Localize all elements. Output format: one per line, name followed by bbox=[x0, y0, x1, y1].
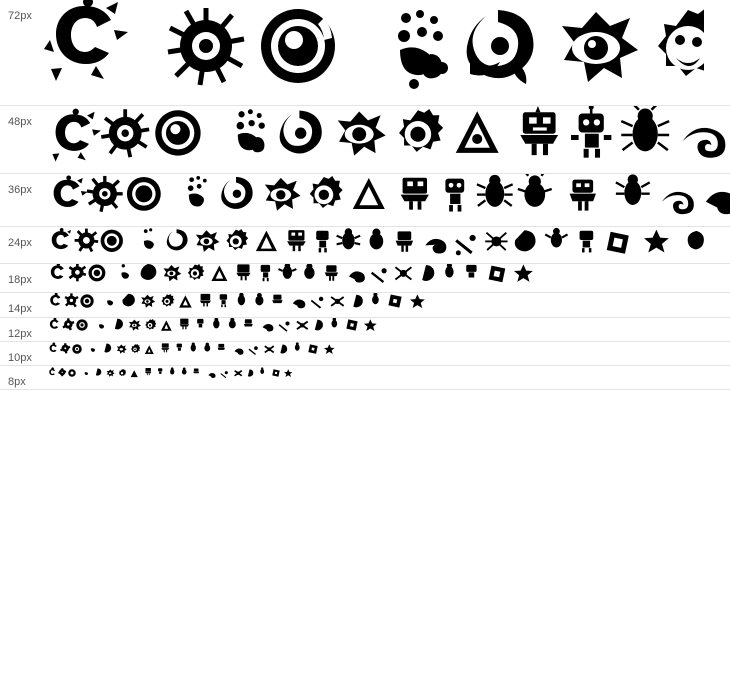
glyph-row-svg-18 bbox=[44, 264, 730, 287]
glyph-row-svg-14 bbox=[44, 293, 730, 313]
glyph-row-svg-10 bbox=[44, 342, 730, 359]
glyph-line-8 bbox=[44, 366, 730, 390]
glyph-row-svg-24 bbox=[44, 227, 730, 259]
glyph-row-svg-8 bbox=[44, 366, 730, 382]
specimen-row-48 bbox=[0, 106, 730, 174]
specimen-row-36 bbox=[0, 174, 730, 227]
glyph-row-svg-72 bbox=[44, 0, 704, 92]
glyph-line-72 bbox=[44, 0, 730, 106]
size-label-18: 18px bbox=[8, 274, 32, 286]
glyph-row-svg-48 bbox=[44, 106, 730, 164]
specimen-row-10 bbox=[0, 342, 730, 366]
specimen-row-14 bbox=[0, 293, 730, 318]
glyph-line-14 bbox=[44, 293, 730, 318]
glyph-line-10 bbox=[44, 342, 730, 366]
specimen-row-18 bbox=[0, 264, 730, 293]
specimen-row-24 bbox=[0, 227, 730, 264]
glyph-row-svg-12 bbox=[44, 318, 730, 336]
glyph-row-svg-36 bbox=[44, 174, 730, 219]
glyph-line-48 bbox=[44, 106, 730, 174]
size-label-36: 36px bbox=[8, 184, 32, 196]
glyph-line-36 bbox=[44, 174, 730, 227]
glyph-line-18 bbox=[44, 264, 730, 293]
size-label-72: 72px bbox=[8, 10, 32, 22]
specimen-row-8 bbox=[0, 366, 730, 390]
glyph-line-12 bbox=[44, 318, 730, 342]
size-label-8: 8px bbox=[8, 376, 26, 388]
size-label-14: 14px bbox=[8, 303, 32, 315]
size-label-10: 10px bbox=[8, 352, 32, 364]
specimen-row-12 bbox=[0, 318, 730, 342]
page-whitespace bbox=[0, 390, 730, 650]
specimen-row-72 bbox=[0, 0, 730, 106]
size-label-48: 48px bbox=[8, 116, 32, 128]
size-label-12: 12px bbox=[8, 328, 32, 340]
glyph-line-24 bbox=[44, 227, 730, 264]
size-label-24: 24px bbox=[8, 237, 32, 249]
